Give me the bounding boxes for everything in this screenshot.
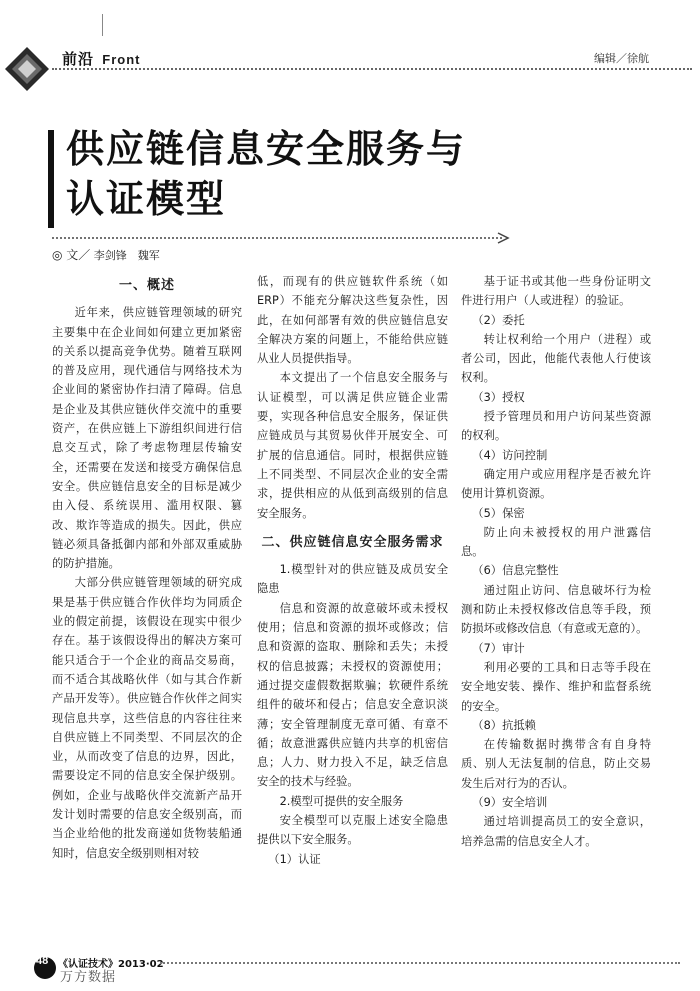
paragraph: 防止向未被授权的用户泄露信息。	[461, 525, 651, 559]
watermark: 万方数据	[60, 970, 117, 985]
list-item-title: （6）信息完整性	[472, 564, 559, 578]
paragraph: 大部分供应链管理领域的研究成果是基于供应链合作伙伴均为同质企业的假定前提，该假设在现实中很少存在。基于该假设得出的解决方案可能只适合于一个企业的商品交易商，而不适合其战略伙伴（如与其合作新产品开发等）。供应链合作伙伴之间实现信息共享，这些信息的内容往往来自供应链上不同类型、不同层次的企业，从而改变了信息的边界，因此，需要设定不同的信息安全保护级别。例如，企业与战略伙伴交流新产品开发计划时需要的信息安全级别高，而当企业给他的批发商递如货物装船通知时，信息安全级别则相对较	[52, 576, 242, 860]
list-item-title: （4）访问控制	[472, 448, 548, 462]
list-item-title: （2）委托	[472, 313, 525, 327]
paragraph: 授予管理员和用户访问某些资源的权利。	[461, 410, 651, 443]
subheading: 1.模型针对的供应链及成员安全隐患	[257, 563, 448, 596]
list-item-title: （8）抗抵赖	[472, 718, 536, 732]
paragraph: 通过培训提高员工的安全意识，培养急需的信息安全人才。	[461, 815, 651, 848]
byline	[52, 246, 160, 263]
article-title-line1: 供应链信息安全服务与	[66, 127, 467, 171]
article-title	[66, 124, 666, 224]
list-item-title: （9）安全培训	[472, 796, 548, 810]
paragraph: 通过阻止访问、信息破坏行为检测和防止未授权修改信息等手段，预防损坏或修改信息（有意或无意的）。	[461, 583, 651, 636]
header-rule	[52, 68, 692, 70]
paragraph: 确定用户或应用程序是否被允许使用计算机资源。	[461, 467, 651, 501]
paragraph: 在传输数据时携带含有自身特质、别人无法复制的信息，防止交易发生后对行为的否认。	[461, 738, 651, 790]
list-item-title: （1）认证	[268, 852, 321, 866]
paragraph: 转让权利给一个用户（进程）或者公司，因此，他能代表他人行使该权利。	[461, 332, 651, 385]
journal-issue: 《认证技术》2013·02	[58, 959, 164, 970]
paragraph: 近年来，供应链管理领域的研究主要集中在企业间如何建立更加紧密的关系以提高竞争优势。随着互联网的普及应用，现代通信与网络技术为企业间的紧密协作扫清了障碍。信息是企业及其供应链伙伴交流中的重要资产，在供应链上下游组织间进行信息交互式，除了考虑物理层传输安全，还需要在发送和接受方确保信息安全。供应链信息安全的目标是减少由入侵、系统误用、滥用权限、篡改、欺诈等造成的损失。因此，供应链必须具备抵御内部和外部双重威胁的防护措施。	[52, 306, 242, 571]
footer-rule	[160, 962, 680, 964]
section-label-en: Front	[102, 52, 141, 67]
header-top-line	[102, 14, 103, 36]
list-item-title: （7）审计	[472, 641, 525, 655]
list-item-title: （3）授权	[472, 390, 525, 404]
paragraph: 基于证书或其他一些身份证明文件进行用户（人或进程）的验证。	[461, 275, 651, 308]
title-accent-bar	[48, 130, 54, 228]
article-title-line2: 认证模型	[66, 177, 227, 221]
heading-requirements: 二、供应链信息安全服务需求	[261, 534, 444, 550]
byline-authors: 李剑锋 魏军	[93, 249, 160, 262]
editor-credit: 编辑／徐航	[594, 52, 649, 65]
column-2	[257, 272, 448, 869]
byline-prefix: ◎ 文／	[52, 248, 91, 262]
paragraph: 信息和资源的故意破坏或未授权使用；信息和资源的损坏或修改；信息和资源的盗取、删除和丢失；未授权的信息披露；未授权的资源使用；通过提交虚假数据欺骗；软硬件系统组件的破坏和侵占；信息安全意识淡薄；安全管理制度无章可循、有章不循；故意泄露供应链内共享的机密信息；人力、财力投入不足，缺乏信息安全的技术与经验。	[257, 601, 448, 789]
heading-overview: 一、概述	[118, 278, 175, 293]
paragraph: 低，而现有的供应链软件系统（如ERP）不能充分解决这些复杂性，因此，在如何部署有效的供应链信息安全解决方案的问题上，不能给供应链从业人员提供指导。	[257, 275, 448, 366]
list-item-title: （5）保密	[472, 506, 525, 520]
section-label-cn: 前沿	[62, 50, 95, 68]
section-label	[62, 48, 140, 69]
column-1	[52, 272, 242, 863]
section-diamond-icon	[4, 46, 50, 92]
paragraph: 利用必要的工具和日志等手段在安全地安装、操作、维护和监督系统的安全。	[461, 660, 651, 713]
subheading: 2.模型可提供的安全服务	[279, 794, 404, 808]
paragraph: 安全模型可以克服上述安全隐患提供以下安全服务。	[257, 814, 448, 847]
paragraph: 本文提出了一个信息安全服务与认证模型，可以满足供应链企业需要，实现各种信息安全服务，保证供应链成员与其贸易伙伴开展安全、可扩展的信息通信。同时，根据供应链上不同类型、不同层次企业的安全需求，提供相应的从低到高级别的信息安全服务。	[257, 371, 448, 520]
title-arrow-rule	[52, 230, 512, 246]
page-number: 48	[36, 955, 49, 967]
column-3	[461, 272, 651, 851]
